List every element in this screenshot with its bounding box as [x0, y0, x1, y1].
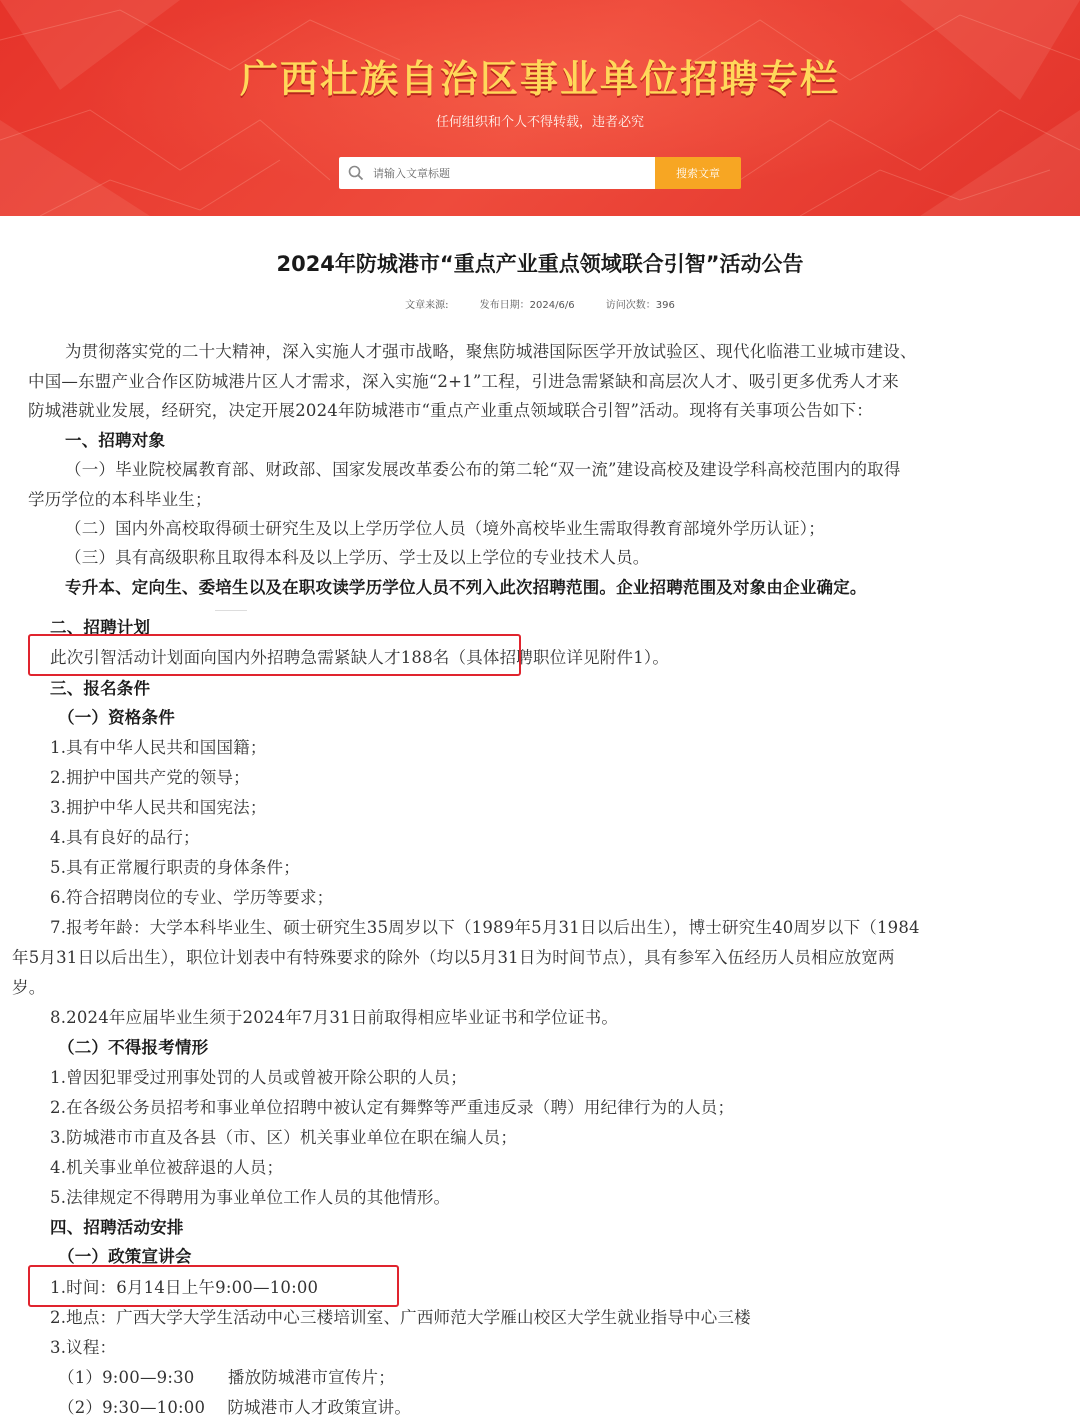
section-heading: 三、报名条件 [50, 679, 151, 698]
list-item: 1.曾因犯罪受过刑事处罚的人员或曾被开除公职的人员； [50, 1068, 467, 1087]
agenda-item: （1）9:00—9:30 播放防城港市宣传片； [58, 1368, 395, 1387]
list-item: 4.机关事业单位被辞退的人员； [50, 1158, 284, 1177]
list-item: 5.法律规定不得聘用为事业单位工作人员的其他情形。 [50, 1188, 451, 1207]
list-item: 3.拥护中华人民共和国宪法； [50, 798, 267, 817]
paragraph-line: 为贯彻落实党的二十大精神，深入实施人才强市战略，聚焦防城港国际医学开放试验区、现代化临港工业城市建设、 [65, 342, 917, 361]
emphasis-note: 专升本、定向生、委培生以及在职攻读学历学位人员不列入此次招聘范围。企业招聘范围及对象由企业确定。 [65, 578, 867, 597]
subsection-heading: （二）不得报考情形 [58, 1038, 209, 1057]
search-button[interactable]: 搜索文章 [655, 157, 741, 189]
search-icon [348, 165, 364, 181]
meta-views: 访问次数：396 [605, 300, 675, 311]
list-item: 1.时间：6月14日上午9:00—10:00 [50, 1278, 319, 1297]
list-item: 2.地点：广西大学大学生活动中心三楼培训室、广西师范大学雁山校区大学生就业指导中心三楼 [50, 1308, 751, 1327]
search-box [339, 157, 655, 189]
copyright-notice: 任何组织和个人不得转载，违者必究 [435, 115, 644, 130]
paragraph-line: （二）国内外高校取得硕士研究生及以上学历学位人员（境外高校毕业生需取得教育部境外学历认证）； [65, 519, 825, 538]
list-item: 7.报考年龄：大学本科毕业生、硕士研究生35周岁以下（1989年5月31日以后出生），博士研究生40周岁以下（1984 [50, 918, 920, 937]
list-item: 1.具有中华人民共和国国籍； [50, 738, 267, 757]
subsection-heading: （一）政策宣讲会 [58, 1247, 192, 1266]
article-title: 2024年防城港市“重点产业重点领域联合引智”活动公告 [276, 252, 804, 276]
list-item-continued: 岁。 [12, 978, 46, 997]
list-item: 3.议程： [50, 1338, 117, 1357]
highlight-box-recruitment-plan [28, 634, 521, 676]
paragraph-line: 中国—东盟产业合作区防城港片区人才需求，深入实施“2+1”工程，引进急需紧缺和高层次人才、吸引更多优秀人才来 [28, 372, 899, 391]
list-item: 2.在各级公务员招考和事业单位招聘中被认定有舞弊等严重违反录（聘）用纪律行为的人员； [50, 1098, 735, 1117]
meta-source: 文章来源: [405, 300, 449, 311]
section-heading: 四、招聘活动安排 [50, 1218, 184, 1237]
section-heading: 二、招聘计划 [50, 618, 151, 637]
paragraph-line: （三）具有高级职称且取得本科及以上学历、学士及以上学位的专业技术人员。 [65, 548, 650, 567]
list-item: 3.防城港市市直及各县（市、区）机关事业单位在职在编人员； [50, 1128, 518, 1147]
highlight-box-session-time [28, 1265, 399, 1307]
paragraph-line: 防城港就业发展，经研究，决定开展2024年防城港市“重点产业重点领域联合引智”活动。现将有关事项公告如下： [28, 401, 873, 420]
header-banner [0, 0, 1080, 216]
divider [215, 610, 247, 611]
paragraph-line: 学历学位的本科毕业生； [28, 490, 212, 509]
list-item-continued: 年5月31日以后出生），职位计划表中有特殊要求的除外（均以5月31日为时间节点），具有参军入伍经历人员相应放宽两 [12, 948, 895, 967]
paragraph-line: （一）毕业院校属教育部、财政部、国家发展改革委公布的第二轮“双一流”建设高校及建设学科高校范围内的取得 [65, 460, 901, 479]
meta-date: 发布日期：2024/6/6 [479, 300, 575, 311]
paragraph-line: 此次引智活动计划面向国内外招聘急需紧缺人才188名（具体招聘职位详见附件1）。 [50, 648, 670, 667]
subsection-heading: （一）资格条件 [58, 708, 175, 727]
agenda-item: （2）9:30—10:00 防城港市人才政策宣讲。 [58, 1398, 412, 1417]
site-title: 广西壮族自治区事业单位招聘专栏 [239, 57, 840, 101]
list-item: 5.具有正常履行职责的身体条件； [50, 858, 300, 877]
list-item: 8.2024年应届毕业生须于2024年7月31日前取得相应毕业证书和学位证书。 [50, 1008, 619, 1027]
list-item: 2.拥护中国共产党的领导； [50, 768, 250, 787]
list-item: 4.具有良好的品行； [50, 828, 200, 847]
section-heading: 一、招聘对象 [65, 431, 166, 450]
list-item: 6.符合招聘岗位的专业、学历等要求； [50, 888, 334, 907]
article-meta [0, 296, 1080, 311]
search-input[interactable] [373, 157, 649, 189]
